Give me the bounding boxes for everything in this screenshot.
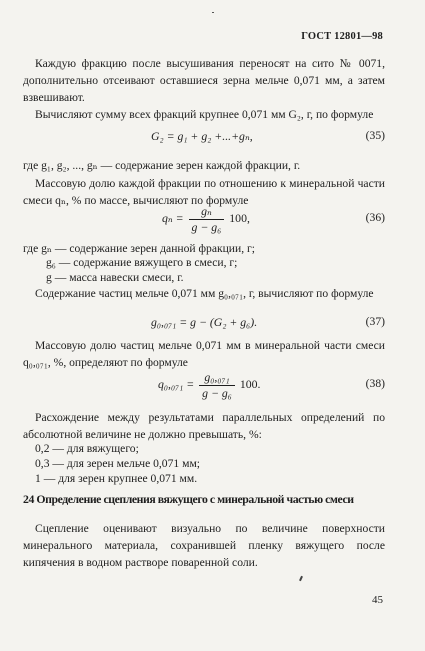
equation-38 xyxy=(158,371,261,400)
equation-36-numerator: gₙ xyxy=(189,205,225,220)
equation-number-35: (35) xyxy=(365,129,385,142)
paragraph-fine-share: Массовую долю частиц мельче 0,071 мм в минеральной части смеси q₀,₀₇₁, %, определяют по формуле xyxy=(23,339,385,369)
equation-number-37: (37) xyxy=(365,315,385,328)
paragraph-discrepancy: Расхождение между результатами параллельных определений по абсолютной величине не должно превышать, %: xyxy=(23,411,385,441)
where-item-1: где gₙ — содержание зерен данной фракции, г; xyxy=(23,242,255,255)
paragraph-sum-fractions: Вычисляют сумму всех фракций крупнее 0,071 мм G₂, г, по формуле xyxy=(35,108,374,121)
equation-38-lhs: q₀,₀₇₁ = xyxy=(158,377,195,392)
equation-number-36: (36) xyxy=(365,211,385,224)
page-number: 45 xyxy=(372,594,383,606)
equation-38-numerator: g₀,₀₇₁ xyxy=(199,371,235,386)
paragraph-mass-share: Массовую долю каждой фракции по отношению к минеральной части смеси qₙ, % по массе, вычисляют по формуле xyxy=(23,177,385,207)
equation-36 xyxy=(162,205,250,234)
equation-38-fraction xyxy=(199,371,235,400)
limit-item-2: 0,3 — для зерен мельче 0,071 мм; xyxy=(35,457,200,470)
paragraph-adhesion: Сцепление оценивают визуально по величине поверхности минерального материала, сохранившей пленку вяжущего после кипячения в водном растворе поваренной соли. xyxy=(23,522,385,569)
equation-number-38: (38) xyxy=(365,377,385,390)
limit-item-1: 0,2 — для вяжущего; xyxy=(35,442,139,455)
where-item-2: g₆ — содержание вяжущего в смеси, г; xyxy=(46,256,238,269)
equation-35: G₂ = g₁ + g₂ +...+gₙ, xyxy=(151,129,253,143)
where-item-3: g — масса навески смеси, г. xyxy=(46,271,184,284)
equation-38-denominator: g − g₆ xyxy=(202,386,232,400)
equation-36-denominator: g − g₆ xyxy=(191,220,222,234)
scan-mark xyxy=(299,576,303,581)
section-heading-24: 24 Определение сцепления вяжущего с минеральной частью смеси xyxy=(23,492,354,506)
where-fractions: где g₁, g₂, ..., gₙ — содержание зерен каждой фракции, г. xyxy=(23,159,301,172)
equation-37: g₀,₀₇₁ = g − (G₂ + g₆). xyxy=(151,315,258,329)
standard-id-header: ГОСТ 12801—98 xyxy=(301,31,383,42)
equation-38-tail: 100. xyxy=(239,377,261,392)
limit-item-3: 1 — для зерен крупнее 0,071 мм. xyxy=(35,472,198,485)
paragraph-fine-particles: Содержание частиц мельче 0,071 мм g₀,₀₇₁, г, вычисляют по формуле xyxy=(35,287,374,300)
equation-36-tail: 100, xyxy=(229,211,250,226)
equation-36-lhs: qₙ = xyxy=(162,211,184,226)
scan-speck xyxy=(212,12,214,13)
paragraph-drying: Каждую фракцию после высушивания переносят на сито № 0071, дополнительно отсеивают оставшиеся зерна мельче 0,071 мм, а затем взвешивают. xyxy=(23,57,385,104)
equation-36-fraction xyxy=(189,205,225,234)
